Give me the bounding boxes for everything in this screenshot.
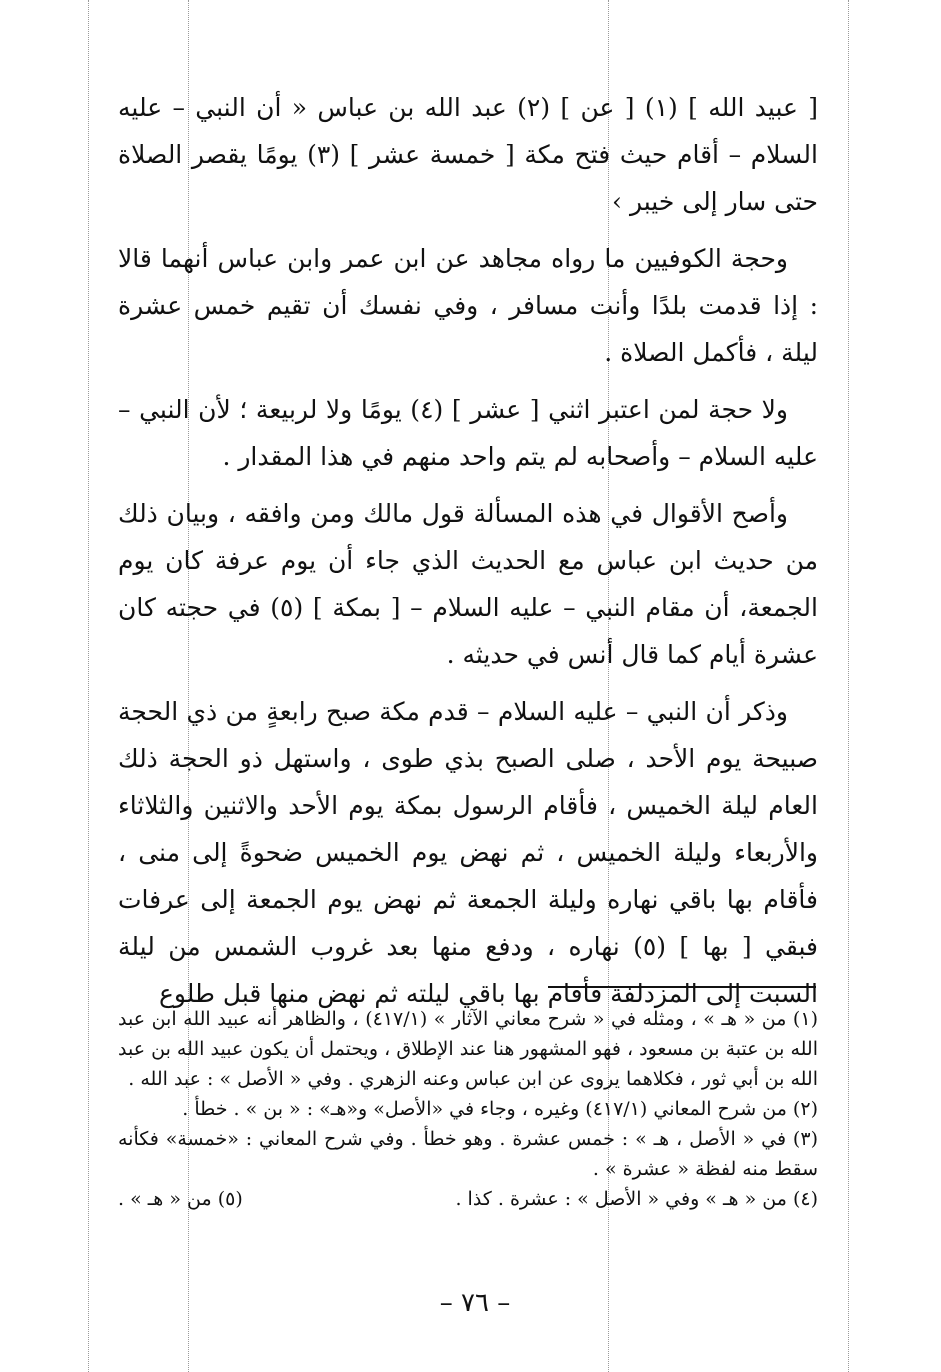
footnote: (١) من « هـ » ، ومثله في « شرح معاني الآثار » (٤١٧/١) ، والظاهر أنه عبيد الله ابن عبد الله بن عتبة بن مسعود ، فهو المشهور هنا عند الإطلاق ، ويحتمل أن يكون عبيد الله بن عبد الله بن أبي ثور ، فكلاهما يروى عن ابن عباس وعنه الزهري . وفي « الأصل » : عبد الله . bbox=[118, 1008, 818, 1090]
main-text bbox=[118, 84, 818, 1027]
footnote-row bbox=[118, 1184, 818, 1214]
footnote: (٥) من « هـ » . bbox=[118, 1188, 243, 1210]
page-number: – ٧٦ – bbox=[439, 1288, 511, 1318]
margin-dotted-line bbox=[848, 0, 849, 1372]
paragraph: ولا حجة لمن اعتبر اثني [ عشر ] (٤) يومًا ولا لربيعة ؛ لأن النبي – عليه السلام – وأصحابه لم يتم واحد منهم في هذا المقدار . bbox=[118, 395, 818, 471]
footnote: (٣) في « الأصل ، هـ » : خمس عشرة . وهو خطأ . وفي شرح المعاني : «خمسة» فكأنه سقط منه لفظة « عشرة » . bbox=[118, 1128, 818, 1180]
paragraph: وحجة الكوفيين ما رواه مجاهد عن ابن عمر وابن عباس أنهما قالا : إذا قدمت بلدًا وأنت مسافر ، وفي نفسك أن تقيم خمس عشرة ليلة ، فأكمل الصلاة . bbox=[118, 244, 818, 367]
paragraph: وأصح الأقوال في هذه المسألة قول مالك ومن وافقه ، وبيان ذلك من حديث ابن عباس مع الحديث الذي جاء أن يوم عرفة كان يوم الجمعة، أن مقام النبي – عليه السلام – [ بمكة ] (٥) في حجته كان عشرة أيام كما قال أنس في حديثه . bbox=[118, 499, 818, 669]
paragraph: [ عبيد الله ] (١) [ عن ] (٢) عبد الله بن عباس « أن النبي – عليه السلام – أقام حيث فتح مكة [ خمسة عشر ] (٣) يومًا يقصر الصلاة حتى سار إلى خيبر › bbox=[118, 93, 819, 216]
footnote: (٢) من شرح المعاني (٤١٧/١) وغيره ، وجاء في «الأصل» و«هـ» : « بن » . خطأ . bbox=[182, 1098, 818, 1120]
footnotes bbox=[118, 1004, 818, 1214]
paragraph: وذكر أن النبي – عليه السلام – قدم مكة صبح رابعةٍ من ذي الحجة صبيحة يوم الأحد ، صلى الصبح بذي طوى ، واستهل ذو الحجة ذلك العام ليلة الخميس ، فأقام الرسول بمكة يوم الأحد والاثنين والثلاثاء والأربعاء وليلة الخميس ، ثم نهض يوم الخميس ضحوةً إلى منى ، فأقام بها باقي نهاره وليلة الجمعة ثم نهض يوم الجمعة إلى عرفات فبقي [ بها ] (٥) نهاره ، ودفع منها بعد غروب الشمس من ليلة السبت إلى المزدلفة فأقام بها باقي ليلته ثم نهض منها قبل طلوع bbox=[118, 697, 818, 1008]
footnote: (٤) من « هـ » وفي « الأصل » : عشرة . كذا . bbox=[455, 1188, 818, 1210]
margin-dotted-line bbox=[88, 0, 89, 1372]
footnote-separator bbox=[548, 986, 816, 988]
